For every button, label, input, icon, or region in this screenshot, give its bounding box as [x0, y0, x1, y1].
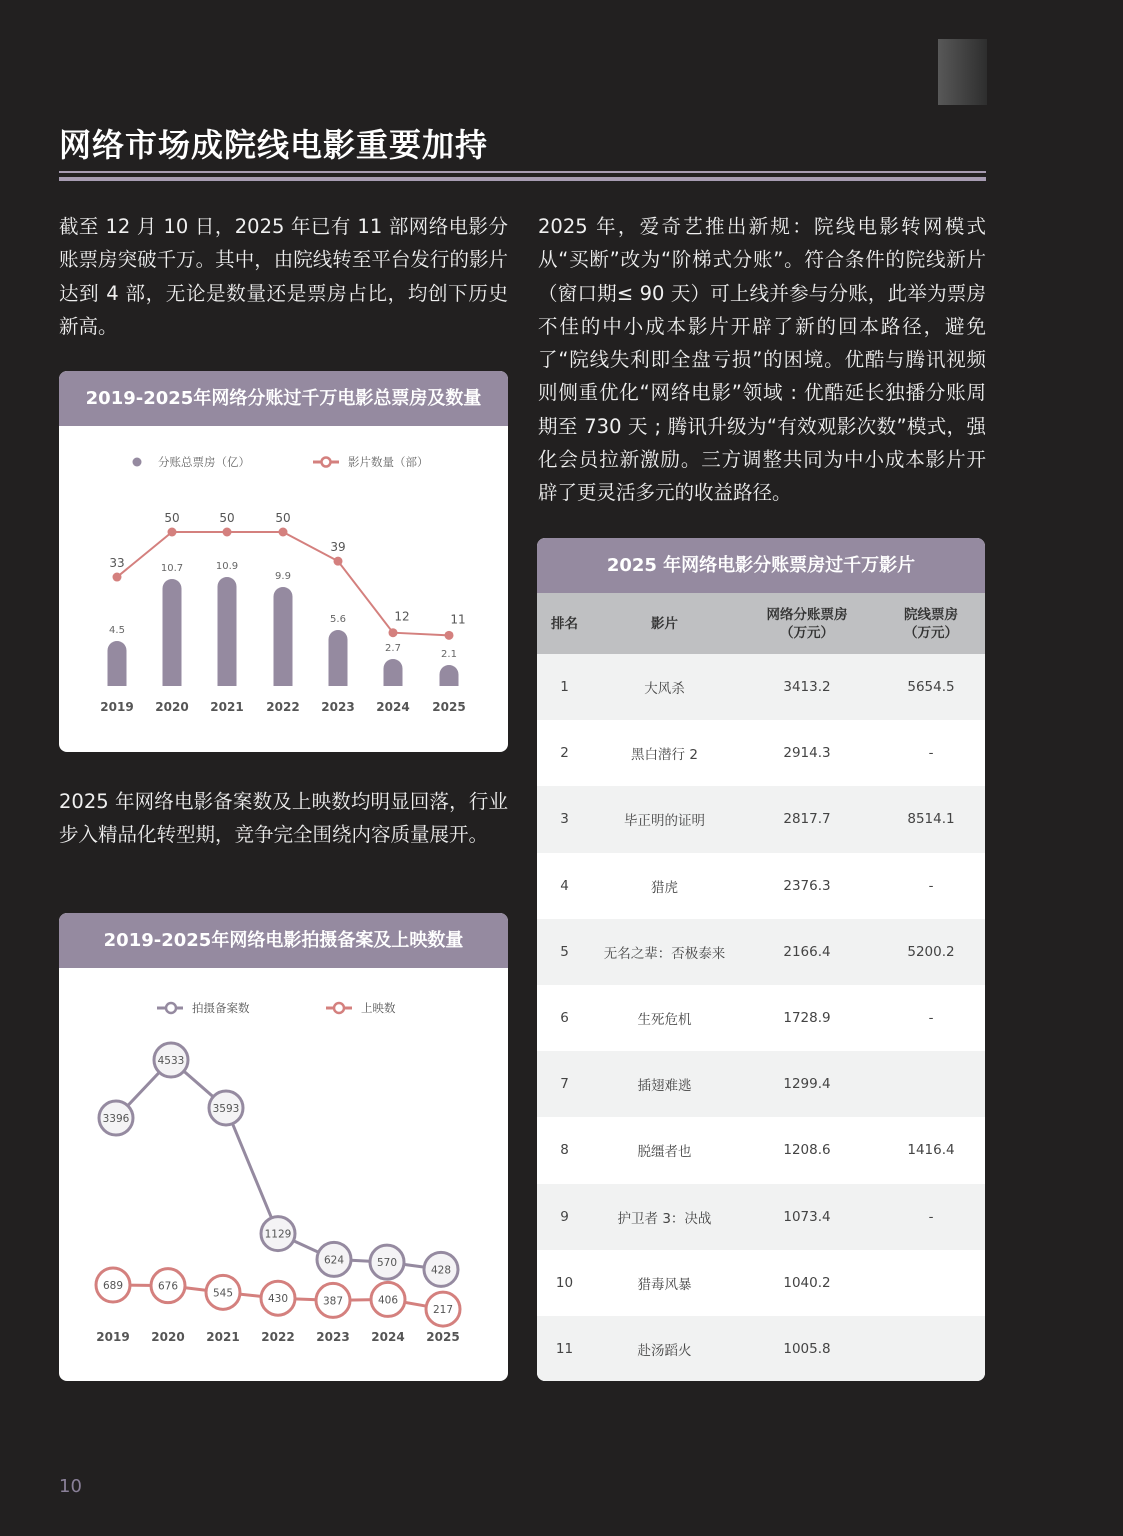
releases-value-label: 689: [102, 1280, 124, 1292]
chart-card-filings: [59, 913, 508, 1381]
rank-cell: 4: [537, 853, 592, 919]
count-value-label: 50: [275, 511, 291, 525]
count-point: [223, 528, 232, 537]
releases-value-label: 406: [377, 1294, 399, 1307]
column-header: 影片: [592, 593, 737, 654]
rank-cell: 2: [537, 720, 592, 786]
table-row: [537, 853, 985, 919]
online-boxoffice-cell: 1040.2: [737, 1250, 877, 1316]
rank-cell: 11: [537, 1316, 592, 1381]
bar-value-label: 9.9: [275, 571, 291, 582]
online-boxoffice-cell: 2817.7: [737, 786, 877, 852]
theater-boxoffice-cell: -: [877, 1184, 985, 1250]
releases-value-label: 217: [432, 1304, 454, 1317]
chart-filings: [59, 968, 508, 1381]
x-tick-label: 2021: [210, 700, 244, 714]
legend-label: 上映数: [361, 1001, 396, 1015]
film-cell: 毕正明的证明: [592, 786, 737, 852]
online-boxoffice-cell: 3413.2: [737, 654, 877, 720]
legend-filings-marker: [166, 1003, 176, 1013]
film-cell: 无名之辈：否极泰来: [592, 919, 737, 985]
table-row: [537, 985, 985, 1051]
filings-value-label: 4533: [157, 1055, 185, 1067]
bar: [440, 665, 459, 686]
x-tick-label: 2020: [155, 700, 189, 714]
online-boxoffice-cell: 1299.4: [737, 1051, 877, 1117]
bar: [384, 659, 403, 686]
film-cell: 黑白潜行 2: [592, 720, 737, 786]
x-tick-label: 2019: [100, 700, 134, 714]
page-title: 网络市场成院线电影重要加持: [59, 126, 489, 164]
paragraph-1: 截至 12 月 10 日，2025 年已有 11 部网络电影分账票房突破千万。其中，由院线转至平台发行的影片达到 4 部，无论是数量还是票房占比，均创下历史新高。: [59, 215, 508, 338]
count-value-label: 12: [394, 609, 410, 624]
filings-value-label: 570: [376, 1257, 398, 1270]
count-value-label: 50: [164, 511, 180, 525]
releases-value-label: 430: [267, 1293, 289, 1306]
bar-value-label: 10.9: [215, 561, 239, 572]
online-boxoffice-cell: 1728.9: [737, 985, 877, 1051]
count-value-label: 39: [330, 540, 346, 555]
table-title: 2025 年网络电影分账票房过千万影片: [537, 538, 985, 593]
x-tick-label: 2021: [206, 1330, 240, 1344]
bar: [218, 577, 237, 686]
online-boxoffice-cell: 1073.4: [737, 1184, 877, 1250]
bar: [108, 641, 127, 686]
theater-boxoffice-cell: -: [877, 720, 985, 786]
table-row: [537, 1250, 985, 1316]
chart-title: 2019-2025年网络电影拍摄备案及上映数量: [59, 913, 508, 968]
x-tick-label: 2019: [96, 1330, 130, 1344]
theater-boxoffice-cell: -: [877, 853, 985, 919]
film-cell: 赴汤蹈火: [592, 1316, 737, 1381]
x-tick-label: 2025: [432, 700, 466, 714]
count-point: [279, 528, 288, 537]
count-point: [334, 557, 343, 566]
x-tick-label: 2025: [426, 1330, 460, 1344]
chart-boxoffice: [59, 426, 508, 752]
rank-cell: 10: [537, 1250, 592, 1316]
online-boxoffice-cell: 2914.3: [737, 720, 877, 786]
legend-label: 影片数量（部）: [348, 455, 429, 469]
theater-boxoffice-cell: 5200.2: [877, 919, 985, 985]
bar: [329, 630, 348, 686]
count-point: [389, 628, 398, 637]
x-tick-label: 2024: [376, 700, 410, 714]
theater-boxoffice-cell: [877, 1316, 985, 1381]
rank-cell: 1: [537, 654, 592, 720]
table-row: [537, 1184, 985, 1250]
x-tick-label: 2022: [261, 1330, 295, 1344]
table-row: [537, 654, 985, 720]
bar-value-label: 5.6: [330, 614, 346, 625]
rank-cell: 8: [537, 1117, 592, 1183]
column-header: 排名: [537, 593, 592, 654]
filings-value-label: 3396: [102, 1112, 130, 1125]
count-point: [445, 631, 454, 640]
rank-cell: 5: [537, 919, 592, 985]
column-header: 院线票房 （万元）: [877, 593, 985, 654]
column-header: 网络分账票房 （万元）: [737, 593, 877, 654]
releases-value-label: 676: [157, 1280, 179, 1293]
paragraph-3: 2025 年，爱奇艺推出新规：院线电影转网模式从“买断”改为“阶梯式分账”。符合条件的院线新片（窗口期≤ 90 天）可上线并参与分账，此举为票房不佳的中小成本影片开辟了新的回本路径，避免了“院线失利即全盘亏损”的困境。优酷与腾讯视频则侧重优化“网络电影”领域 : 优酷延长独播分账周期至 730 天 ; 腾讯升级为“有效观影次数”模式，强化会员拉新激励。三方调整共同为中小成本影片开辟了更灵活多元的收益路径。: [538, 215, 986, 505]
online-boxoffice-cell: 2166.4: [737, 919, 877, 985]
bar: [274, 587, 293, 686]
legend-bar-marker: [133, 458, 142, 467]
theater-boxoffice-cell: 1416.4: [877, 1117, 985, 1183]
x-tick-label: 2023: [316, 1330, 350, 1344]
chart-title: 2019-2025年网络分账过千万电影总票房及数量: [59, 371, 508, 426]
releases-value-label: 545: [212, 1287, 234, 1300]
film-cell: 大风杀: [592, 654, 737, 720]
film-cell: 脱缰者也: [592, 1117, 737, 1183]
divider: [59, 177, 986, 181]
online-boxoffice-cell: 1005.8: [737, 1316, 877, 1381]
legend-line-marker: [322, 458, 331, 467]
table-row: [537, 919, 985, 985]
online-boxoffice-cell: 2376.3: [737, 853, 877, 919]
count-value-label: 50: [219, 511, 235, 525]
filings-value-label: 428: [430, 1264, 452, 1277]
rank-cell: 6: [537, 985, 592, 1051]
bar-value-label: 2.1: [441, 649, 457, 660]
theater-boxoffice-cell: 8514.1: [877, 786, 985, 852]
film-cell: 护卫者 3：决战: [592, 1184, 737, 1250]
legend-label: 拍摄备案数: [192, 1001, 250, 1015]
table-row: [537, 1316, 985, 1381]
x-tick-label: 2022: [266, 700, 300, 714]
table-row: [537, 1117, 985, 1183]
bar-value-label: 4.5: [109, 625, 125, 636]
paragraph-2: 2025 年网络电影备案数及上映数均明显回落，行业步入精品化转型期，竞争完全围绕内容质量展开。: [59, 790, 508, 847]
table-card: [537, 538, 985, 1381]
rank-cell: 9: [537, 1184, 592, 1250]
divider: [59, 171, 986, 173]
rank-cell: 7: [537, 1051, 592, 1117]
legend-label: 分账总票房（亿）: [158, 455, 250, 469]
top-films-table: [537, 593, 985, 1381]
theater-boxoffice-cell: [877, 1250, 985, 1316]
x-tick-label: 2024: [371, 1330, 405, 1344]
filings-value-label: 624: [323, 1254, 345, 1267]
film-cell: 猎虎: [592, 853, 737, 919]
rank-cell: 3: [537, 786, 592, 852]
x-tick-label: 2023: [321, 700, 355, 714]
count-point: [113, 573, 122, 582]
table-row: [537, 720, 985, 786]
filings-value-label: 3593: [212, 1102, 240, 1115]
theater-boxoffice-cell: -: [877, 985, 985, 1051]
film-cell: 猎毒风暴: [592, 1250, 737, 1316]
film-cell: 插翅难逃: [592, 1051, 737, 1117]
table-row: [537, 1051, 985, 1117]
count-point: [168, 528, 177, 537]
table-row: [537, 786, 985, 852]
theater-boxoffice-cell: 5654.5: [877, 654, 985, 720]
count-value-label: 33: [109, 556, 125, 571]
bar-value-label: 10.7: [160, 563, 184, 574]
film-cell: 生死危机: [592, 985, 737, 1051]
decorative-block: [938, 39, 987, 105]
chart-card-boxoffice: [59, 371, 508, 752]
online-boxoffice-cell: 1208.6: [737, 1117, 877, 1183]
filings-value-label: 1129: [264, 1228, 292, 1241]
theater-boxoffice-cell: [877, 1051, 985, 1117]
x-tick-label: 2020: [151, 1330, 185, 1344]
legend-releases-marker: [334, 1003, 344, 1013]
bar-value-label: 2.7: [385, 643, 401, 654]
releases-value-label: 387: [322, 1295, 344, 1308]
bar: [163, 579, 182, 686]
page-number: 10: [59, 1476, 82, 1497]
count-value-label: 11: [450, 612, 466, 627]
